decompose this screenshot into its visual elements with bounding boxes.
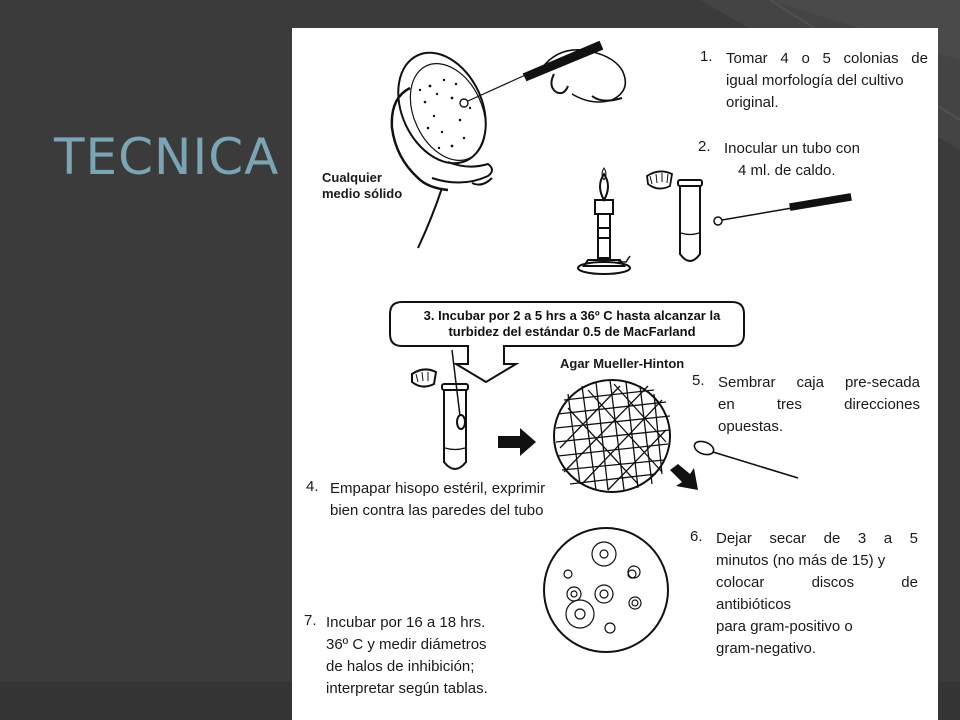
step-1-number: 1.: [700, 48, 713, 65]
agar-plate-streaked-illustration: [554, 380, 670, 492]
step-7-text: Incubar por 16 a 18 hrs. 36º C y medir diámetros de halos de inhibición; interpretar según tablas.: [326, 614, 488, 697]
bunsen-burner-illustration: [578, 168, 630, 274]
procedure-sheet: [292, 28, 938, 720]
step-6-number: 6.: [690, 528, 703, 545]
sterile-swab-illustration: [693, 439, 798, 478]
step-1-line-1: Tomar 4 o 5 colonias de: [726, 50, 928, 67]
antibiotic-disc-plate-illustration: [544, 528, 668, 652]
tube-cap-illustration: [647, 171, 672, 188]
agar-mueller-hinton-label: Agar Mueller-Hinton: [560, 356, 685, 371]
step-5-text: Sembrar caja pre-secada en tres direcciones opuestas.: [718, 374, 920, 435]
petri-dish-in-hand-illustration: [381, 39, 625, 248]
step-4-text: Empapar hisopo estéril, exprimir bien contra las paredes del tubo: [330, 480, 546, 519]
step-5-number: 5.: [692, 372, 705, 389]
step-1-text: Tomar 4 o 5 colonias de igual morfología del cultivo original.: [726, 50, 928, 111]
step-7-number: 7.: [304, 612, 317, 629]
step-3-text: 3. Incubar por 2 a 5 hrs a 36º C hasta alcanzar la turbidez del estándar 0.5 de MacFarland: [423, 308, 721, 339]
swab-tube-illustration: [412, 350, 468, 469]
step-4-number: 4.: [306, 478, 319, 495]
solid-medium-label: Cualquier medio sólido: [322, 170, 403, 201]
inoculation-loop-illustration: [714, 194, 851, 225]
slide-title: TECNICA: [54, 128, 280, 186]
step-6-text: Dejar secar de 3 a 5 minutos (no más de 15) y colocar discos de antibióticos para gram-positivo o gram-negativo.: [716, 530, 918, 657]
step-2-number: 2.: [698, 138, 711, 155]
broth-test-tube-illustration: [678, 180, 702, 261]
step-2-text: Inocular un tubo con 4 ml. de caldo.: [724, 140, 860, 179]
